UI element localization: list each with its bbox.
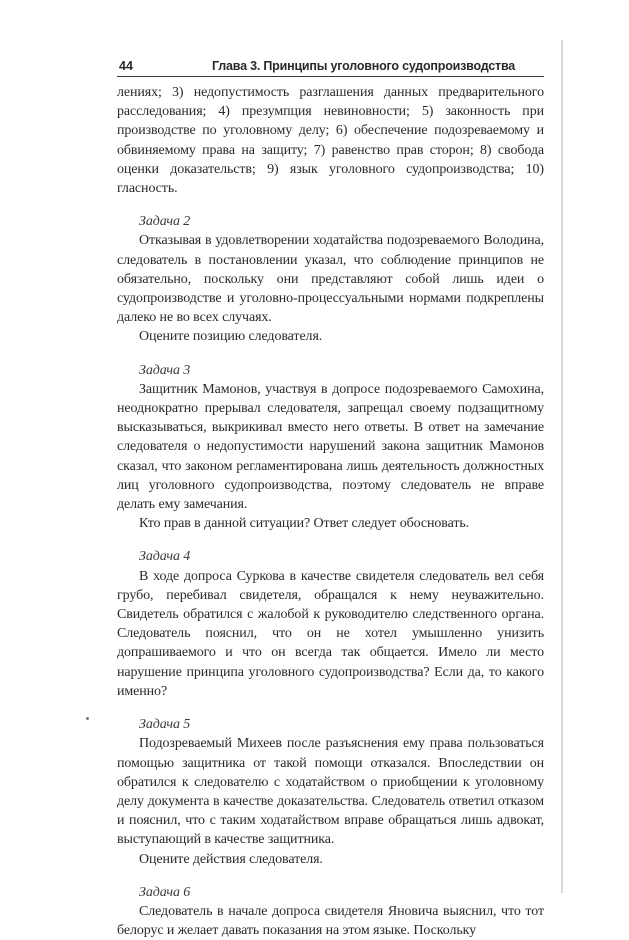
task-title: Задача 4 <box>139 549 191 565</box>
task-title: Задача 5 <box>139 717 191 733</box>
page-header <box>117 57 544 77</box>
task-question: Оцените действия следователя. <box>139 851 323 867</box>
task-paragraph: Отказывая в удовлетворении ходатайства подозреваемого Володина, следователь в постановлении указал, что соблюдение принципов не обязательно, поскольку они представляют собой лишь идеи о судопроизводстве и уголовно-процессуальными нормами подкреплены далеко не во всех случаях. <box>117 233 544 326</box>
task-2 <box>117 212 544 346</box>
task-3 <box>117 361 544 534</box>
task-paragraph: Защитник Мамонов, участвуя в допросе подозреваемого Самохина, неоднократно прерывал следователя, запрещал своему подзащитному высказываться, выкрикивал вместо него ответы. В ответ на замечание следователя о недопустимости нарушений закона защитник Мамонов сказал, что законом регламентирована лишь деятельность должностных лиц уголовного судопроизводства, поэтому следователь не вправе делать ему замечания. <box>117 381 544 513</box>
task-4 <box>117 547 544 701</box>
task-question: Оцените позицию следователя. <box>139 329 323 345</box>
margin-speck <box>86 717 89 720</box>
task-paragraph: Подозреваемый Михеев после разъяснения ему права пользоваться помощью защитника от такой помощи отказался. Впоследствии он обратился к следователю с ходатайством о приобщении к уголовному делу документа в качестве доказательства. Следователь ответил отказом и пояснил, что с таким ходатайством вправе обращаться лишь адвокат, выступающий в качестве защитника. <box>117 736 544 848</box>
task-5 <box>117 715 544 869</box>
task-question: Кто прав в данной ситуации? Ответ следует обосновать. <box>139 516 470 532</box>
task-paragraph: В ходе допроса Суркова в качестве свидетеля следователь вел себя грубо, перебивал свидетеля, обращался к нему неуважительно. Свидетель обратился с жалобой к руководителю следственного органа. Следователь пояснил, что он не хотел умышленно унизить допрашиваемого и что он всегда так общается. Имело ли место нарушение принципа уголовного судопроизводства? Если да, то какого именно? <box>117 568 544 699</box>
page-body <box>117 83 544 940</box>
task-paragraph: Следователь в начале допроса свидетеля Яновича выяснил, что тот белорус и желает давать показания на этом языке. Поскольку <box>117 903 544 939</box>
intro-paragraph: лениях; 3) недопустимость разглашения данных предварительного расследования; 4) презумпция невиновности; 5) законность при производстве по уголовному делу; 6) обеспечение подозреваемому и обвиняемому права на защиту; 7) равенство прав сторон; 8) свобода оценки доказательств; 9) язык уголовного судопроизводства; 10) гласность. <box>117 85 544 197</box>
header-rule <box>117 76 544 77</box>
task-title: Задача 3 <box>139 362 191 378</box>
page-number: 44 <box>119 59 133 73</box>
task-title: Задача 2 <box>139 214 191 230</box>
task-title: Задача 6 <box>139 884 191 900</box>
chapter-title: Глава 3. Принципы уголовного судопроизводства <box>212 59 516 73</box>
task-6 <box>117 883 544 940</box>
page-edge <box>561 40 563 893</box>
